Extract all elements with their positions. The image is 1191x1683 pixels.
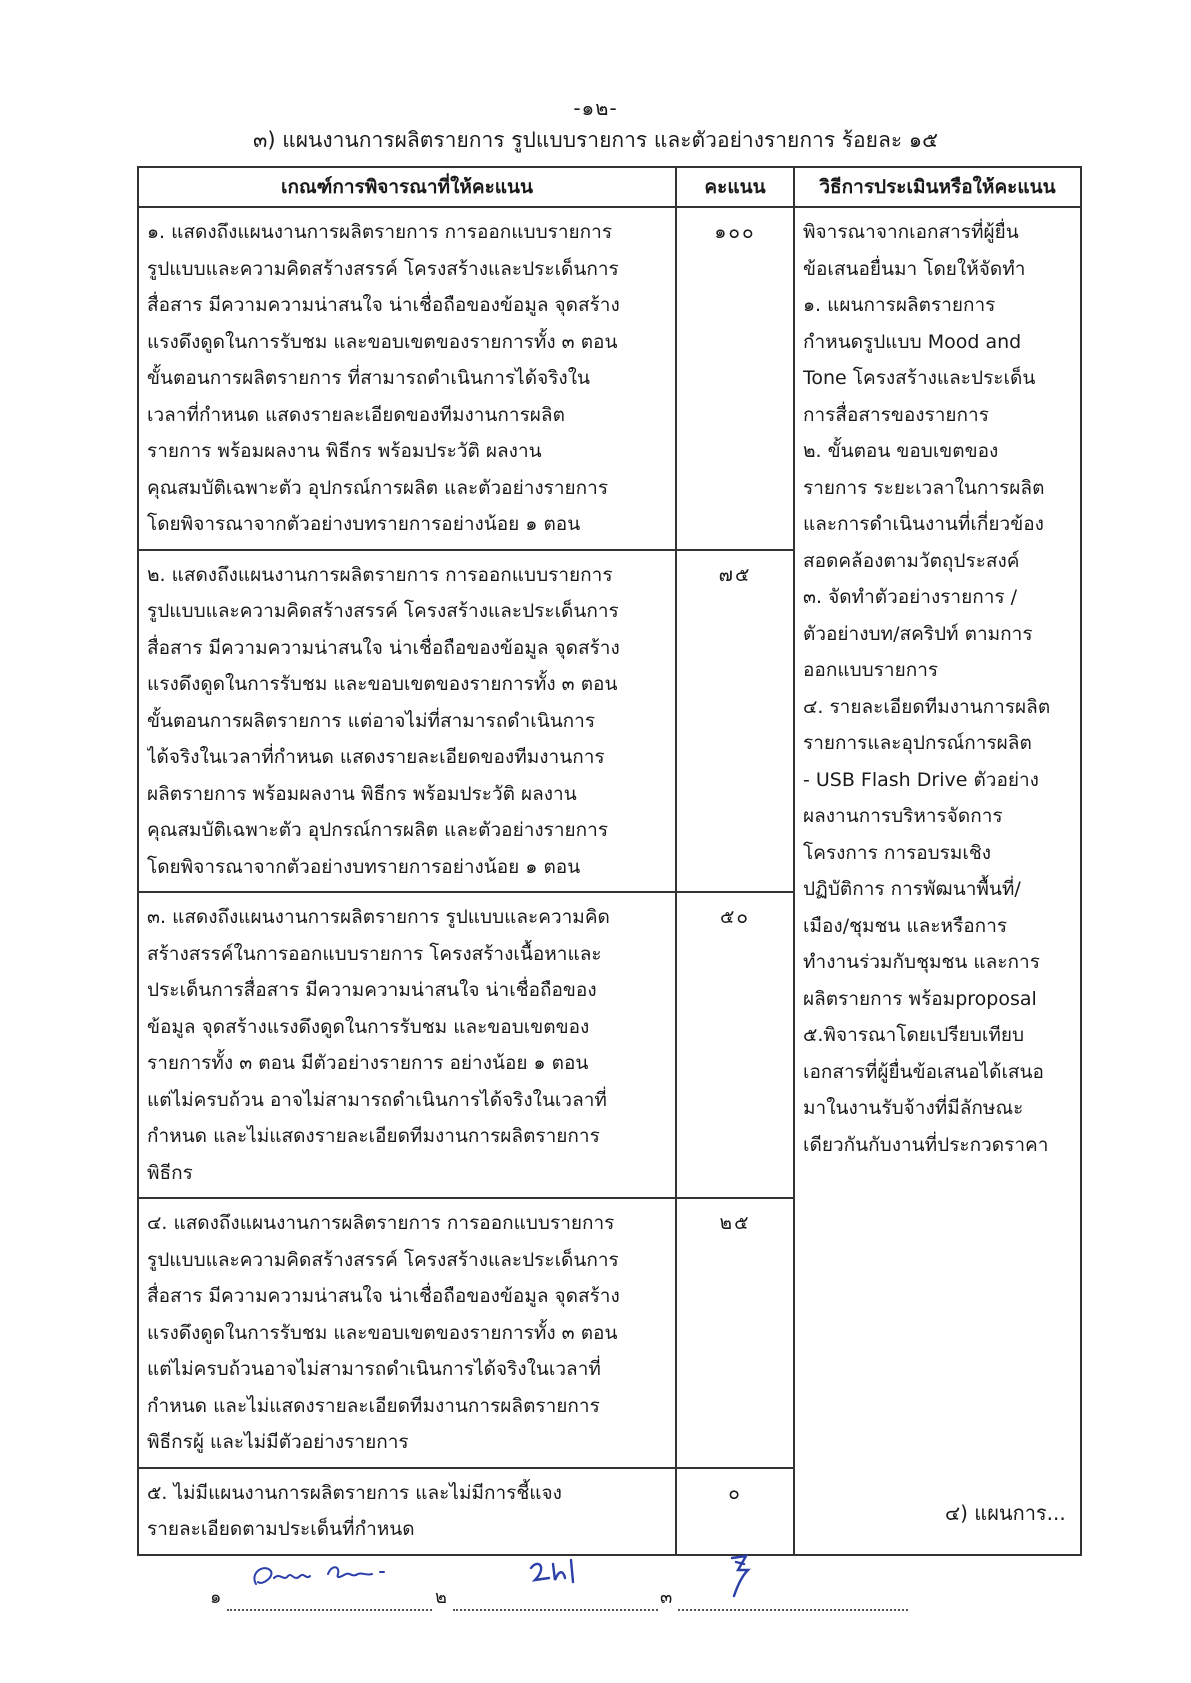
method-line: ทำงานร่วมกับชุมชน และการ — [803, 951, 1040, 973]
criteria-cell — [138, 550, 676, 893]
criteria-line: ๒. แสดงถึงแผนงานการผลิตรายการ การออกแบบรายการ — [147, 563, 613, 586]
signature-line — [678, 1591, 908, 1611]
signature-line — [227, 1591, 432, 1611]
header-score: คะแนน — [676, 167, 794, 207]
method-line: ข้อเสนอยื่นมา โดยให้จัดทำ — [803, 257, 1026, 280]
signature-slot-3 — [660, 1582, 908, 1611]
section-title: ๓) แผนงานการผลิตรายการ รูปแบบรายการ และตัวอย่างรายการ ร้อยละ ๑๕ — [252, 128, 939, 152]
criteria-line: แต่ไม่ครบถ้วน อาจไม่สามารถดำเนินการได้จริงในเวลาที่ — [147, 1088, 607, 1111]
score-cell: ๒๕ — [676, 1198, 794, 1468]
signature-number: ๒ — [435, 1587, 447, 1608]
header-method: วิธีการประเมินหรือให้คะแนน — [794, 167, 1081, 207]
method-line: ปฏิบัติการ การพัฒนาพื้นที่/ — [803, 878, 1021, 900]
table-row — [138, 207, 1081, 550]
criteria-line: คุณสมบัติเฉพาะตัว อุปกรณ์การผลิต และตัวอย่างรายการ — [147, 819, 609, 841]
method-line: ๓. จัดทำตัวอย่างรายการ / — [803, 586, 1018, 608]
criteria-line: รายการ พร้อมผลงาน พิธีกร พร้อมประวัติ ผลงาน — [147, 440, 542, 462]
criteria-line: สร้างสรรค์ในการออกแบบรายการ โครงสร้างเนื้อหาและ — [147, 942, 602, 965]
criteria-line: รูปแบบและความคิดสร้างสรรค์ โครงสร้างและประเด็นการ — [147, 257, 619, 280]
signature-number: ๑ — [210, 1587, 222, 1608]
criteria-line: เวลาที่กำหนด แสดงรายละเอียดของทีมงานการผลิต — [147, 403, 565, 426]
method-line: รายการและอุปกรณ์การผลิต — [803, 732, 1032, 754]
criteria-line: ขั้นตอนการผลิตรายการ ที่สามารถดำเนินการได้จริงใน — [147, 367, 590, 389]
criteria-line: ๓. แสดงถึงแผนงานการผลิตรายการ รูปแบบและความคิด — [147, 906, 610, 928]
criteria-cell — [138, 207, 676, 550]
criteria-cell — [138, 892, 676, 1198]
method-line: ตัวอย่างบท/สคริปท์ ตามการ — [803, 622, 1033, 645]
method-line: ๔. รายละเอียดทีมงานการผลิต — [803, 695, 1051, 718]
criteria-line: พิธีกรผู้ และไม่มีตัวอย่างรายการ — [147, 1431, 409, 1453]
criteria-line: ๑. แสดงถึงแผนงานการผลิตรายการ การออกแบบรายการ — [147, 221, 613, 243]
method-line: ๕.พิจารณาโดยเปรียบเทียบ — [803, 1024, 1025, 1046]
method-line: - USB Flash Drive ตัวอย่าง — [803, 768, 1039, 791]
criteria-line: คุณสมบัติเฉพาะตัว อุปกรณ์การผลิต และตัวอย่างรายการ — [147, 476, 609, 499]
signature-row — [210, 1564, 1110, 1624]
criteria-line: โดยพิจารณาจากตัวอย่างบทรายการอย่างน้อย ๑ ตอน — [147, 855, 581, 878]
criteria-line: สื่อสาร มีความความน่าสนใจ น่าเชื่อถือของข้อมูล จุดสร้าง — [147, 636, 620, 659]
criteria-line: โดยพิจารณาจากตัวอย่างบทรายการอย่างน้อย ๑ ตอน — [147, 513, 581, 535]
method-cell — [794, 207, 1081, 1555]
criteria-line: สื่อสาร มีความความน่าสนใจ น่าเชื่อถือของข้อมูล จุดสร้าง — [147, 294, 620, 316]
page-number: -๑๒- — [573, 96, 618, 120]
criteria-line: ๔. แสดงถึงแผนงานการผลิตรายการ การออกแบบรายการ — [147, 1212, 615, 1234]
method-line: เดียวกันกับงานที่ประกวดราคา — [803, 1133, 1049, 1156]
method-line: ผลงานการบริหารจัดการ — [803, 805, 1003, 827]
criteria-cell — [138, 1468, 676, 1555]
criteria-line: กำหนด และไม่แสดงรายละเอียดทีมงานการผลิตรายการ — [147, 1394, 600, 1417]
criteria-line: แต่ไม่ครบถ้วนอาจไม่สามารถดำเนินการได้จริงในเวลาที่ — [147, 1358, 601, 1380]
score-cell: ๗๕ — [676, 550, 794, 893]
criteria-line: กำหนด และไม่แสดงรายละเอียดทีมงานการผลิตรายการ — [147, 1125, 600, 1147]
signature-line — [453, 1591, 658, 1611]
method-line: ๑. แผนการผลิตรายการ — [803, 294, 996, 316]
criteria-line: รายการทั้ง ๓ ตอน มีตัวอย่างรายการ อย่างน้อย ๑ ตอน — [147, 1052, 589, 1074]
criteria-line: แรงดึงดูดในการรับชม และขอบเขตของรายการทั้ง ๓ ตอน — [147, 330, 618, 353]
criteria-line: ข้อมูล จุดสร้างแรงดึงดูดในการรับชม และขอบเขตของ — [147, 1015, 590, 1038]
method-line: Tone โครงสร้างและประเด็น — [803, 367, 1036, 389]
signature-number: ๓ — [660, 1587, 673, 1608]
criteria-line: แรงดึงดูดในการรับชม และขอบเขตของรายการทั้ง ๓ ตอน — [147, 673, 618, 695]
score-cell: ๑๐๐ — [676, 207, 794, 550]
method-line: มาในงานรับจ้างที่มีลักษณะ — [803, 1097, 1024, 1119]
criteria-line: ประเด็นการสื่อสาร มีความความน่าสนใจ น่าเชื่อถือของ — [147, 979, 597, 1001]
criteria-line: แรงดึงดูดในการรับชม และขอบเขตของรายการทั้ง ๓ ตอน — [147, 1321, 618, 1344]
method-line: การสื่อสารของรายการ — [803, 403, 989, 426]
criteria-table — [137, 166, 1082, 1556]
score-cell: ๐ — [676, 1468, 794, 1555]
criteria-line: รูปแบบและความคิดสร้างสรรค์ โครงสร้างและประเด็นการ — [147, 600, 619, 622]
method-line: เอกสารที่ผู้ยื่นข้อเสนอได้เสนอ — [803, 1060, 1044, 1083]
method-line: ๒. ขั้นตอน ขอบเขตของ — [803, 440, 999, 462]
criteria-line: พิธีกร — [147, 1161, 193, 1184]
method-line: รายการ ระยะเวลาในการผลิต — [803, 476, 1045, 499]
method-line: กำหนดรูปแบบ Mood and — [803, 330, 1022, 353]
method-line: พิจารณาจากเอกสารที่ผู้ยื่น — [803, 221, 1019, 243]
method-line: เมือง/ชุมชน และหรือการ — [803, 914, 1008, 937]
table-header-row — [138, 167, 1081, 207]
criteria-line: สื่อสาร มีความความน่าสนใจ น่าเชื่อถือของข้อมูล จุดสร้าง — [147, 1285, 620, 1307]
handwritten-signature-3 — [720, 1544, 760, 1604]
continuation-text: ๔) แผนการ... — [945, 1501, 1066, 1525]
score-cell: ๕๐ — [676, 892, 794, 1198]
method-line: ออกแบบรายการ — [803, 659, 939, 681]
criteria-line: ผลิตรายการ พร้อมผลงาน พิธีกร พร้อมประวัติ ผลงาน — [147, 782, 577, 805]
handwritten-signature-1 — [248, 1556, 398, 1594]
handwritten-signature-2 — [525, 1554, 585, 1590]
criteria-cell — [138, 1198, 676, 1468]
criteria-line: รายละเอียดตามประเด็นที่กำหนด — [147, 1518, 415, 1540]
header-criteria: เกณฑ์การพิจารณาที่ให้คะแนน — [138, 167, 676, 207]
criteria-line: รูปแบบและความคิดสร้างสรรค์ โครงสร้างและประเด็นการ — [147, 1248, 619, 1271]
criteria-line: ได้จริงในเวลาที่กำหนด แสดงรายละเอียดของทีมงานการ — [147, 746, 605, 768]
method-line: โครงการ การอบรมเชิง — [803, 841, 992, 864]
criteria-line: ๕. ไม่มีแผนงานการผลิตรายการ และไม่มีการชี้แจง — [147, 1481, 562, 1504]
method-line: สอดคล้องตามวัตถุประสงค์ — [803, 549, 1020, 572]
method-line: ผลิตรายการ พร้อมproposal — [803, 987, 1037, 1010]
method-line: และการดำเนินงานที่เกี่ยวข้อง — [803, 513, 1044, 535]
criteria-line: ขั้นตอนการผลิตรายการ แต่อาจไม่ที่สามารถดำเนินการ — [147, 709, 596, 732]
